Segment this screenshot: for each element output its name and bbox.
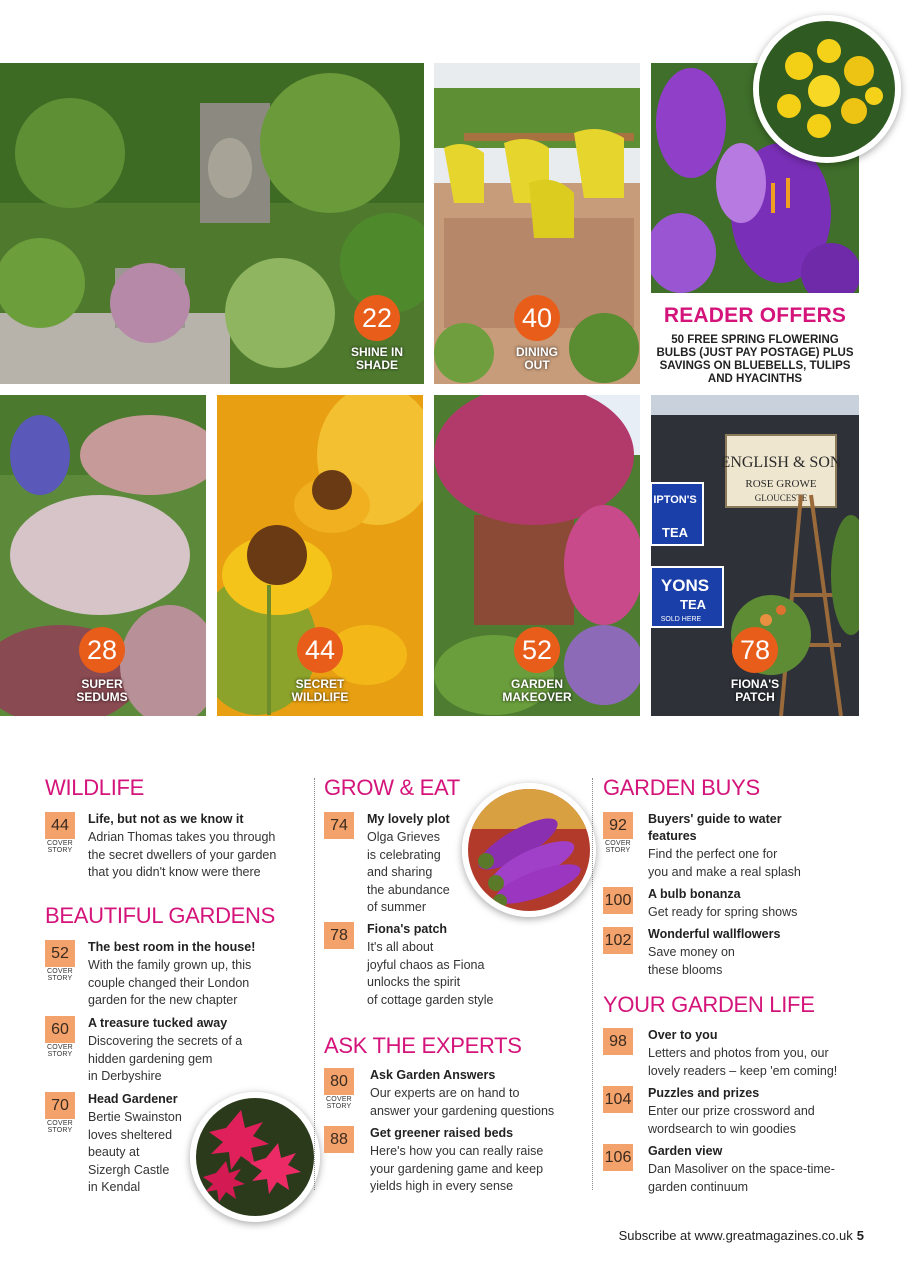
contents-entry[interactable] <box>603 1086 863 1138</box>
page-number-box: 52 <box>45 940 75 967</box>
tile-caption: FIONA'S PATCH <box>730 677 780 704</box>
entry-title: A bulb bonanza <box>648 887 741 901</box>
entry-title: Buyers' guide to water <box>648 812 782 826</box>
entry-description: With the family grown up, this couple changed their London garden for the new chapter <box>88 958 252 1007</box>
page-badge: 22 <box>354 295 400 341</box>
yellow-flowers-circle <box>753 15 901 163</box>
entry-description: Letters and photos from you, our lovely readers – keep 'em coming! <box>648 1046 838 1078</box>
contents-entry[interactable] <box>45 940 305 1010</box>
entry-title: The best room in the house! <box>88 940 256 954</box>
contents-entry[interactable] <box>603 1028 863 1080</box>
entry-title: Wonderful wallflowers <box>648 927 781 941</box>
page-badge: 78 <box>732 627 778 673</box>
entry-description: Find the perfect one for you and make a real splash <box>648 847 801 879</box>
page-number-box: 92 <box>603 812 633 839</box>
contents-entry[interactable] <box>324 922 544 1012</box>
aubergine-image <box>468 789 590 911</box>
section-heading-beautiful-gardens: BEAUTIFUL GARDENS <box>45 903 276 928</box>
entry-description: Our experts are on hand to answer your gardening questions <box>370 1086 555 1118</box>
sign-text-2: ROSE GROWE <box>745 478 817 490</box>
sign-text-3: GLOUCESTE <box>754 493 808 503</box>
page-number-box: 78 <box>324 922 354 949</box>
cover-story-label: COVER STORY <box>605 840 631 854</box>
entry-title-line2: features <box>648 829 697 843</box>
entry-title: Over to you <box>648 1028 718 1042</box>
section-heading-grow-and-eat: GROW & EAT <box>324 775 460 800</box>
sign-text-1: ENGLISH & SON <box>720 454 842 471</box>
entry-title: My lovely plot <box>367 812 450 826</box>
page-badge: 28 <box>79 627 125 673</box>
entry-description: Save money on these blooms <box>648 945 735 977</box>
page-badge: 40 <box>514 295 560 341</box>
page-number-box: 104 <box>603 1086 633 1113</box>
entry-description: Bertie Swainston loves sheltered beauty at Sizergh Castle in Kendal <box>88 1110 182 1194</box>
photo-garden-makeover <box>434 395 640 716</box>
reader-offers-title: READER OFFERS <box>663 304 847 327</box>
contents-entry[interactable] <box>45 1016 305 1086</box>
red-maple-circle <box>190 1092 320 1222</box>
photo-shade-garden <box>0 63 424 384</box>
entry-title: Garden view <box>648 1144 723 1158</box>
column-divider <box>314 778 315 1190</box>
contents-entry[interactable] <box>603 812 863 882</box>
tile-caption: SUPER SEDUMS <box>76 677 128 704</box>
section-heading-wildlife: WILDLIFE <box>45 775 145 800</box>
tile-caption: GARDEN MAKEOVER <box>502 677 572 704</box>
page-number-box: 74 <box>324 812 354 839</box>
entry-description: Here's how you can really raise your gardening game and keep yields high in every sense <box>370 1144 544 1193</box>
shade-garden-image <box>0 63 424 384</box>
page-number-box: 106 <box>603 1144 633 1171</box>
section-heading-ask-the-experts: ASK THE EXPERTS <box>324 1033 522 1058</box>
page-number-box: 44 <box>45 812 75 839</box>
photo-sedums <box>0 395 206 716</box>
photo-secret-wildlife <box>217 395 423 716</box>
sign-text-4: IPTON'S <box>653 494 697 506</box>
page-number-box: 98 <box>603 1028 633 1055</box>
page-badge: 44 <box>297 627 343 673</box>
cover-story-label: COVER STORY <box>326 1096 352 1110</box>
entry-title: Puzzles and prizes <box>648 1086 760 1100</box>
reader-offers-subtitle: 50 FREE SPRING FLOWERING BULBS (JUST PAY POSTAGE) PLUS SAVINGS ON BLUEBELLS, TULIPS AND HYACINTHS <box>656 334 854 385</box>
page-number: 5 <box>856 1228 864 1243</box>
page-badge: 52 <box>514 627 560 673</box>
entry-description: Olga Grieves is celebrating and sharing the abundance of summer <box>367 830 450 914</box>
entry-title: A treasure tucked away <box>88 1016 228 1030</box>
tile-caption: DINING OUT <box>516 345 558 372</box>
footer <box>619 1228 864 1243</box>
page-number-box: 100 <box>603 887 633 914</box>
contents-entry[interactable] <box>603 887 863 923</box>
column-divider <box>592 778 593 1190</box>
red-maple-image <box>196 1098 314 1216</box>
tile-caption: SECRET WILDLIFE <box>291 677 349 704</box>
entry-description: Discovering the secrets of a hidden gardening gem in Derbyshire <box>88 1034 243 1083</box>
entry-title: Ask Garden Answers <box>370 1068 496 1082</box>
tile-caption: SHINE IN SHADE <box>350 345 403 372</box>
entry-description: Dan Masoliver on the space-time- garden continuum <box>648 1162 835 1194</box>
sign-text-5: TEA <box>662 525 688 540</box>
entry-title: Get greener raised beds <box>370 1126 514 1140</box>
sign-text-8: SOLD HERE <box>660 616 702 623</box>
cover-story-label: COVER STORY <box>47 1120 73 1134</box>
section-heading-garden-buys: GARDEN BUYS <box>603 775 760 800</box>
aubergine-circle <box>462 783 596 917</box>
sign-text-7: TEA <box>680 597 706 612</box>
entry-description: Get ready for spring shows <box>648 905 798 919</box>
page-number-box: 80 <box>324 1068 354 1095</box>
entry-title: Head Gardener <box>88 1092 178 1106</box>
contents-entry[interactable] <box>324 1068 584 1120</box>
entry-description: It's all about joyful chaos as Fiona unlocks the spirit of cottage garden style <box>367 940 494 1007</box>
entry-title: Fiona's patch <box>367 922 448 936</box>
page-number-box: 70 <box>45 1092 75 1119</box>
entry-title: Life, but not as we know it <box>88 812 244 826</box>
subscribe-link[interactable]: Subscribe at www.greatmagazines.co.uk <box>618 1228 853 1243</box>
entry-description: Enter our prize crossword and wordsearch to win goodies <box>648 1104 815 1136</box>
yellow-flowers-image <box>759 21 895 157</box>
page-number-box: 88 <box>324 1126 354 1153</box>
contents-entry[interactable] <box>324 1126 584 1196</box>
contents-entry[interactable] <box>603 927 863 979</box>
cover-story-label: COVER STORY <box>47 840 73 854</box>
cover-story-label: COVER STORY <box>47 1044 73 1058</box>
page-number-box: 60 <box>45 1016 75 1043</box>
photo-fionas-patch <box>651 395 859 716</box>
contents-entry[interactable] <box>45 1092 205 1197</box>
contents-entry[interactable] <box>603 1144 863 1196</box>
photo-dining-out <box>434 63 640 384</box>
sign-text-6: YONS <box>660 576 710 595</box>
page-number-box: 102 <box>603 927 633 954</box>
contents-entry[interactable] <box>324 812 474 917</box>
contents-entry[interactable] <box>45 812 305 882</box>
section-heading-your-garden-life: YOUR GARDEN LIFE <box>603 992 815 1017</box>
entry-description: Adrian Thomas takes you through the secret dwellers of your garden that you didn't know were there <box>88 830 277 879</box>
cover-story-label: COVER STORY <box>47 968 73 982</box>
